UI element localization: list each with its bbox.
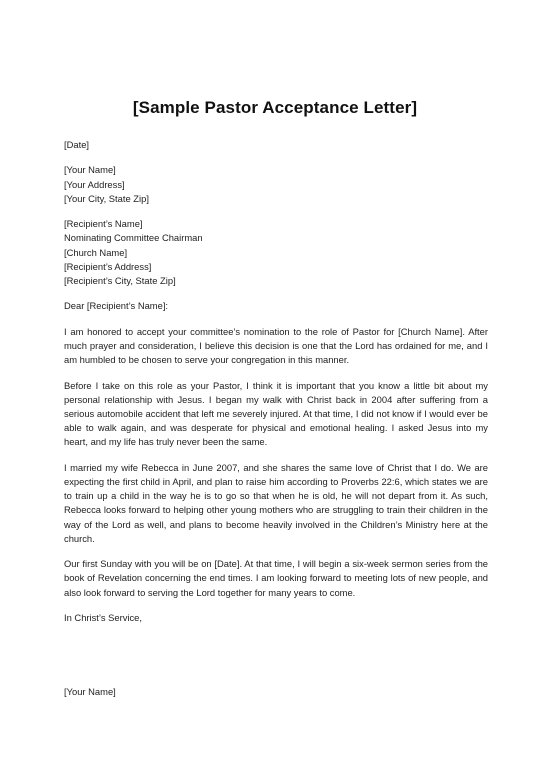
paragraph-family: I married my wife Rebecca in June 2007, and she shares the same love of Christ that I do. We are expecting the first child in April, and plan to raise him according to Proverbs 22:6, which states we are to train up a child in the way he is to go so that when he is old, he will not depart from it. As such, Rebecca looks forward to helping other young mothers who are struggling to train their children in the way of the Lord as well, and plans to become heavily involved in the Children’s Ministry here at the church.	[64, 461, 488, 544]
signature-name: [Your Name]	[64, 686, 116, 698]
paragraph-testimony: Before I take on this role as your Pastor, I think it is important that you know a little bit about my personal relationship with Jesus. I began my walk with Christ back in 2004 after suffering from a serious automobile accident that left me severely injured. At that time, I did not know if I would ever be able to walk again, and was desperate for physical and emotional healing. I asked Jesus into my heart, and my life has truly never been the same.	[64, 379, 488, 448]
letter-title: [Sample Pastor Acceptance Letter]	[132, 98, 418, 117]
signature-block	[64, 685, 488, 699]
recipient-church: [Church Name]	[64, 246, 128, 258]
date-line: [Date]	[64, 139, 90, 150]
paragraph-acceptance: I am honored to accept your committee’s nomination to the role of Pastor for [Church Name]. After much prayer and consideration, I believe this decision is one that the Lord has ordained for me, and I am humbled to be chosen to serve your congregation in this manner.	[64, 325, 488, 366]
recipient-role: Nominating Committee Chairman	[64, 232, 203, 244]
salutation: Dear [Recipient’s Name]:	[64, 300, 169, 312]
salutation-block	[64, 299, 488, 313]
sender-address-block	[64, 163, 488, 206]
recipient-name: [Recipient’s Name]	[64, 218, 143, 230]
letter-body	[64, 138, 488, 699]
paragraph-plans: Our first Sunday with you will be on [Date]. At that time, I will begin a six-week sermon series from the book of Revelation concerning the end times. I am looking forward to meeting lots of new people, and also look forward to serving the Lord together for many years to come.	[64, 558, 488, 598]
sender-city: [Your City, State Zip]	[64, 192, 149, 204]
date-block	[64, 138, 488, 152]
sender-address: [Your Address]	[64, 178, 125, 190]
sender-name: [Your Name]	[64, 164, 116, 176]
recipient-address-block	[64, 217, 488, 288]
recipient-address: [Recipient’s Address]	[64, 260, 152, 272]
closing-block	[64, 611, 488, 625]
closing: In Christ’s Service,	[64, 611, 142, 623]
recipient-city: [Recipient’s City, State Zip]	[64, 275, 176, 286]
